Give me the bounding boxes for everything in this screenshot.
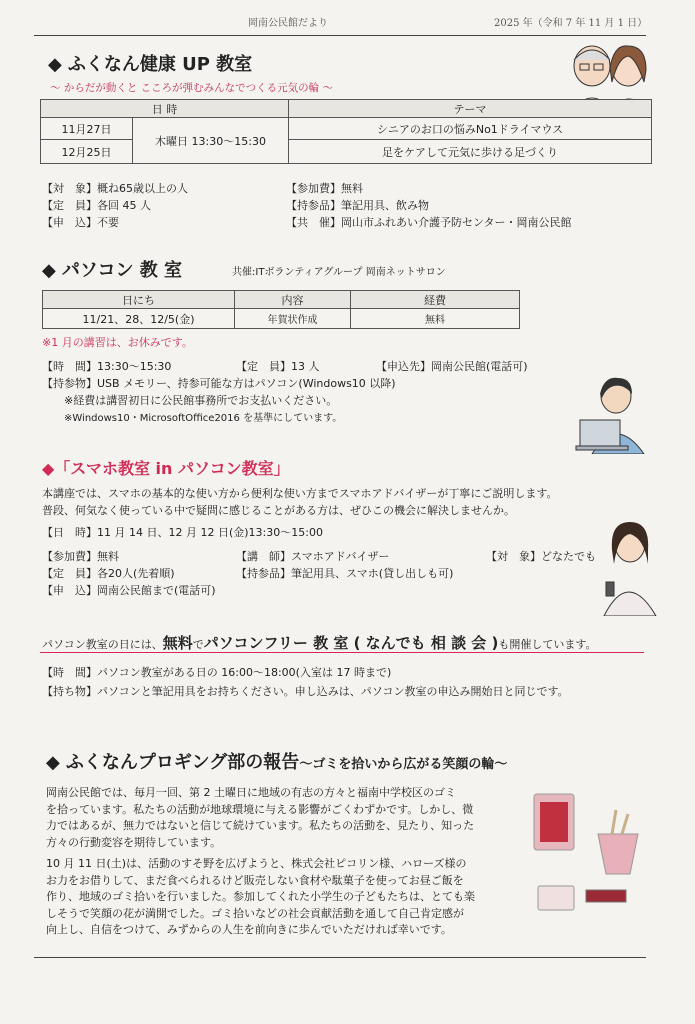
health-schedule-table <box>40 99 652 164</box>
pc-bring: 【持参物】USB メモリー、持参可能な方はパソコン(Windows10 以降) <box>42 377 396 390</box>
health-capacity: 【定 員】各回 45 人 <box>42 199 151 212</box>
newsletter-name: 岡南公民館だより <box>248 18 328 29</box>
footer-rule <box>34 957 646 958</box>
free-word: 無料 <box>162 634 193 652</box>
smartphone-capacity: 【定 員】各20人(先着順) <box>42 567 175 580</box>
header-rule <box>34 35 646 36</box>
free-time: 【時 間】パソコン教室がある日の 16:00～18:00(入室は 17 時まで) <box>42 666 392 679</box>
table-cell-theme: シニアのお口の悩みNo1ドライマウス <box>289 118 652 140</box>
diamond-icon: ◆ <box>48 54 62 75</box>
health-bring: 【持参品】筆記用具、飲み物 <box>286 199 429 212</box>
pc-cohost: 共催:ITボランティアグループ 岡南ネットサロン <box>232 267 446 278</box>
pc-schedule-table <box>42 290 520 329</box>
table-header-date: 日にち <box>43 291 235 309</box>
smartphone-intro-2: 普段、何気なく使っている中で疑問に感じることがある方は、ぜひこの機会に解決しませんか。 <box>42 504 515 517</box>
paragraph-line: 向上し、自信をつけて、みずからの人生を前向きに歩んでいただければ幸いです。 <box>46 923 452 936</box>
free-consultation-line <box>42 632 597 653</box>
health-apply: 【申 込】不要 <box>42 216 119 229</box>
free-bring: 【持ち物】パソコンと筆記用具をお持ちください。申し込みは、パソコン教室の申込み開始日と同じです。 <box>42 685 569 698</box>
paragraph-line: 岡南公民館では、毎月一回、第 2 土曜日に地域の有志の方々と福南中学校区のゴミ <box>46 786 456 799</box>
paragraph-line: お力をお借りして、まだ食べられるけど販売しない食材や駄菓子を使ってお昼ご飯を <box>46 873 464 887</box>
health-title <box>48 50 252 76</box>
table-header-content: 内容 <box>235 291 351 309</box>
table-cell-theme: 足をケアして元気に歩ける足づくり <box>289 140 652 164</box>
health-subtitle: ～ からだが動くと こころが弾むみんなでつくる元気の輪 ～ <box>50 82 334 94</box>
pc-standard-note: ※Windows10・MicrosoftOffice2016 を基準にしています。 <box>64 413 343 424</box>
table-cell-content: 年賀状作成 <box>235 309 351 329</box>
smartphone-title: ◆「スマホ教室 in パソコン教室」 <box>42 459 290 478</box>
diamond-icon: ◆ <box>42 260 56 281</box>
pc-title-text: パソコン 教 室 <box>61 260 183 281</box>
free-underline <box>40 652 644 653</box>
plogging-paragraph-2 <box>46 856 526 939</box>
paragraph-line: 作り、地域のゴミ拾いを行いました。参加してくれた小学生の子どもたちは、とても楽 <box>46 890 475 903</box>
plogging-subtitle: ～ゴミを拾いから広がる笑顔の輪～ <box>299 757 508 772</box>
free-tail: も開催しています。 <box>498 638 597 651</box>
free-consultation-name: パソコンフリー 教 室 ( なんでも 相 談 会 ) <box>203 634 499 652</box>
health-title-text: ふくなん健康 UP 教室 <box>67 54 253 75</box>
pc-capacity: 【定 員】13 人 <box>236 360 320 373</box>
table-cell-time: 木曜日 13:30～15:30 <box>133 118 289 164</box>
health-target: 【対 象】概ね65歳以上の人 <box>42 182 188 195</box>
plogging-title <box>46 748 507 774</box>
free-lead: パソコン教室の日には、 <box>42 638 163 651</box>
diamond-icon: ◆ <box>46 752 60 773</box>
paragraph-line: 方々の行動変容を期待しています。 <box>46 835 222 849</box>
snacks-illustration-icon <box>528 790 658 920</box>
smartphone-dates: 【日 時】11 月 14 日、12 月 12 日(金)13:30～15:00 <box>42 526 323 539</box>
pc-user-illustration-icon <box>572 370 656 454</box>
table-cell-date: 11月27日 <box>41 118 133 140</box>
pc-apply: 【申込先】岡南公民館(電話可) <box>376 360 528 373</box>
paragraph-line: 力ではあるが、無力ではないと信じて続けています。私たちの活動を、見たり、知った <box>46 819 475 832</box>
smartphone-lecturer: 【講 師】スマホアドバイザー <box>236 550 390 563</box>
paragraph-line: 10 月 11 日(土)は、活動のすそ野を広げようと、株式会社ピコリン様、ハローズ様の <box>46 857 467 870</box>
paragraph-line: を拾っています。私たちの活動が地球環境に与える影響がごくわずかです。しかし、微 <box>46 802 474 816</box>
pc-january-note: ※1 月の講習は、お休みです。 <box>42 336 193 349</box>
pc-fee-note: ※経費は講習初日に公民館事務所でお支払いください。 <box>64 394 338 407</box>
free-lead2: で <box>192 638 204 651</box>
table-header-theme: テーマ <box>289 100 652 118</box>
table-cell-date: 11/21、28、12/5(金) <box>43 309 235 329</box>
plogging-paragraph-1 <box>46 785 526 851</box>
issue-date: 2025 年（令和 7 年 11 月 1 日） <box>494 18 648 29</box>
smartphone-target: 【対 象】どなたでも <box>486 550 596 563</box>
pc-time: 【時 間】13:30～15:30 <box>42 360 172 373</box>
plogging-title-text: ふくなんプロギング部の報告 <box>65 752 300 773</box>
smartphone-apply: 【申 込】岡南公民館まで(電話可) <box>42 584 216 597</box>
smartphone-intro-1: 本講座では、スマホの基本的な使い方から便利な使い方までスマホアドバイザーが丁寧にご説明します。 <box>42 487 558 500</box>
health-cohost: 【共 催】岡山市ふれあい介護予防センター・岡南公民館 <box>286 216 572 229</box>
table-header-date: 日 時 <box>41 100 289 118</box>
table-header-cost: 経費 <box>351 291 520 309</box>
health-fee: 【参加費】無料 <box>286 182 363 195</box>
smartphone-bring: 【持参品】筆記用具、スマホ(貸し出しも可) <box>236 567 454 580</box>
table-cell-date: 12月25日 <box>41 140 133 164</box>
smartphone-fee: 【参加費】無料 <box>42 550 119 563</box>
paragraph-line: しそうで笑顔の花が満開でした。ゴミ拾いなどの社会貢献活動を通して自己肯定感が <box>46 906 464 920</box>
woman-smartphone-illustration-icon <box>596 516 660 616</box>
table-cell-cost: 無料 <box>351 309 520 329</box>
pc-title <box>42 256 182 282</box>
